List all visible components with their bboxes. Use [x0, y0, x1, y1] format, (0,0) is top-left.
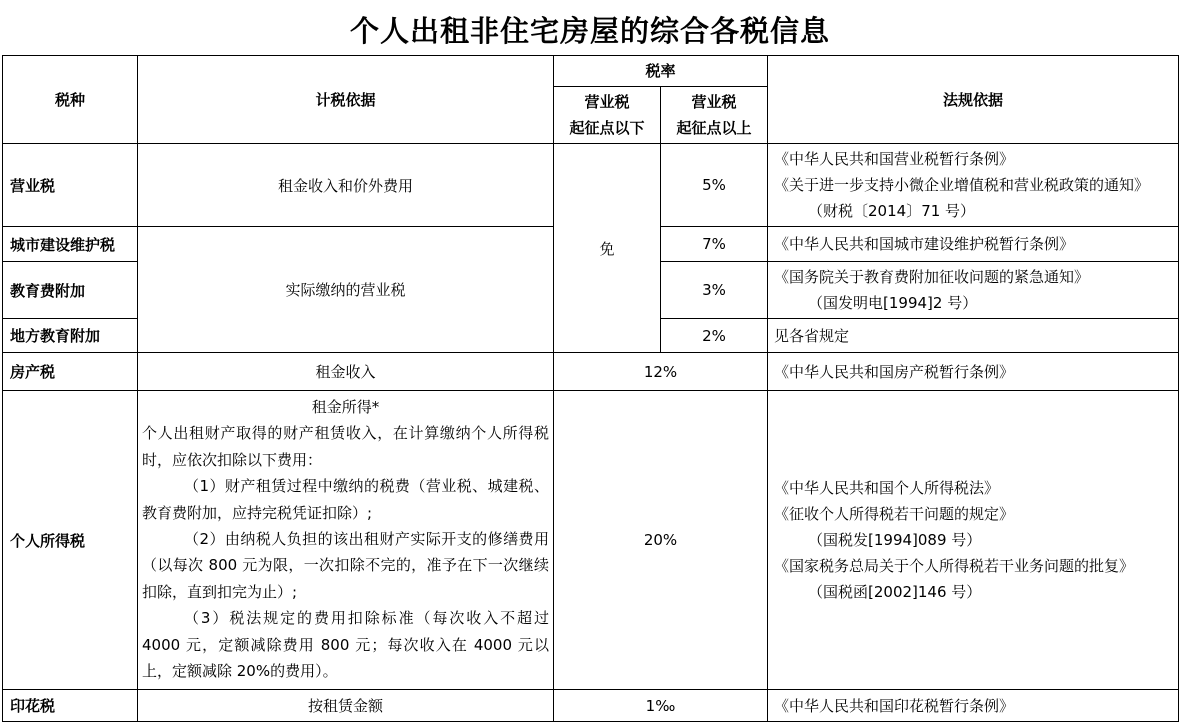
header-rate-below-line2: 起征点以下 — [569, 119, 645, 137]
cell-tax-type: 个人所得税 — [3, 391, 138, 690]
legal-line: 《国务院关于教育费附加征收问题的紧急通知》 — [774, 268, 1090, 286]
header-tax-type: 税种 — [3, 56, 138, 144]
legal-line: 《关于进一步支持小微企业增值税和营业税政策的通知》 — [774, 176, 1150, 194]
header-rate-above-line2: 起征点以上 — [676, 119, 752, 137]
legal-line: 《中华人民共和国个人所得税法》 — [774, 479, 1000, 497]
cell-rate-above: 7% — [661, 227, 768, 262]
basis-paragraph-item-3: （3）税法规定的费用扣除标准（每次收入不超过 4000 元，定额减除费用 800 元；每次收入在 4000 元以上，定额减除 20%的费用）。 — [142, 609, 549, 681]
basis-paragraph-item-2: （2）由纳税人负担的该出租财产实际开支的修缮费用（以每次 800 元为限，一次扣除不完的，准予在下一次继续扣除，直到扣完为止）; — [142, 530, 549, 601]
header-rate-above-threshold — [661, 87, 768, 144]
cell-tax-basis: 按租赁金额 — [138, 690, 554, 722]
legal-line-doc-number: （国税发[1994]089 号） — [808, 531, 982, 549]
legal-line-doc-number: （财税〔2014〕71 号） — [808, 202, 976, 220]
cell-legal-basis — [768, 690, 1179, 722]
header-row-1 — [3, 56, 1179, 87]
cell-legal-basis — [768, 227, 1179, 262]
table-row-individual-income-tax — [3, 391, 1179, 690]
header-rate-below-line1: 营业税 — [584, 93, 630, 111]
legal-line: 《中华人民共和国营业税暂行条例》 — [774, 150, 1015, 168]
cell-legal-basis — [768, 144, 1179, 227]
cell-legal-basis — [768, 319, 1179, 353]
cell-tax-type: 教育费附加 — [3, 262, 138, 319]
cell-rate-merged: 12% — [554, 353, 768, 391]
legal-line-doc-number: （国发明电[1994]2 号） — [808, 294, 978, 312]
legal-line: 见各省规定 — [774, 326, 850, 345]
basis-paragraph: 个人出租财产取得的财产租赁收入，在计算缴纳个人所得税时，应依次扣除以下费用： — [142, 424, 549, 469]
cell-rate-above: 2% — [661, 319, 768, 353]
tax-info-table — [2, 55, 1179, 722]
legal-line: 《中华人民共和国印花税暂行条例》 — [774, 696, 1015, 715]
basis-paragraph-item-1: （1）财产租赁过程中缴纳的税费（营业税、城建税、教育费附加，应持完税凭证扣除）; — [142, 477, 549, 522]
cell-legal-basis — [768, 262, 1179, 319]
cell-tax-type: 地方教育附加 — [3, 319, 138, 353]
cell-tax-type: 房产税 — [3, 353, 138, 391]
header-tax-rate: 税率 — [554, 56, 768, 87]
cell-rate-merged: 20% — [554, 391, 768, 690]
header-rate-below-threshold — [554, 87, 661, 144]
cell-rate-above: 3% — [661, 262, 768, 319]
header-rate-above-line1: 营业税 — [691, 93, 737, 111]
page-title: 个人出租非住宅房屋的综合各税信息 — [349, 14, 830, 48]
cell-tax-basis-detail — [138, 391, 554, 690]
cell-legal-basis — [768, 353, 1179, 391]
cell-rate-merged: 1‰ — [554, 690, 768, 722]
legal-line: 《中华人民共和国房产税暂行条例》 — [774, 362, 1015, 381]
cell-tax-basis: 实际缴纳的营业税 — [138, 227, 554, 353]
cell-rate-above: 5% — [661, 144, 768, 227]
legal-line: 《国家税务总局关于个人所得税若干业务问题的批复》 — [774, 557, 1135, 575]
header-legal-basis: 法规依据 — [768, 56, 1179, 144]
cell-tax-basis: 租金收入 — [138, 353, 554, 391]
header-tax-basis: 计税依据 — [138, 56, 554, 144]
table-row-stamp-tax — [3, 690, 1179, 722]
cell-tax-type: 城市建设维护税 — [3, 227, 138, 262]
basis-title: 租金所得* — [311, 398, 380, 416]
cell-legal-basis — [768, 391, 1179, 690]
cell-tax-basis: 租金收入和价外费用 — [138, 144, 554, 227]
cell-rate-below-exempt: 免 — [554, 144, 661, 353]
cell-tax-type: 印花税 — [3, 690, 138, 722]
cell-tax-type: 营业税 — [3, 144, 138, 227]
table-row-property-tax — [3, 353, 1179, 391]
legal-line-doc-number: （国税函[2002]146 号） — [808, 583, 982, 601]
table-row-business-tax — [3, 144, 1179, 227]
legal-line: 《征收个人所得税若干问题的规定》 — [774, 505, 1015, 523]
legal-line: 《中华人民共和国城市建设维护税暂行条例》 — [774, 235, 1075, 253]
